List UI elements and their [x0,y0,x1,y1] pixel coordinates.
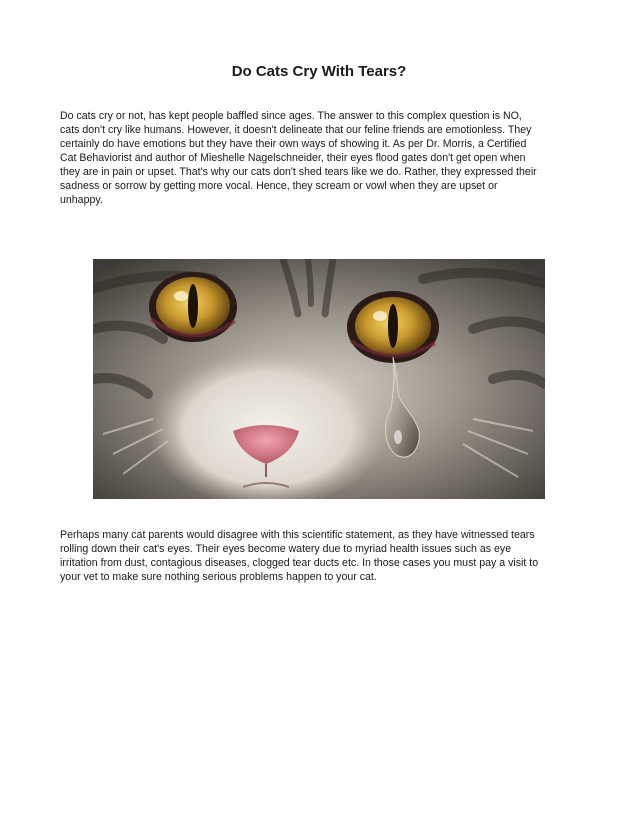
paragraph-line: they are in pain or upset. That's why our cats don't shed tears like we do. Rather, they expressed their [60,166,537,178]
page-title: Do Cats Cry With Tears? [231,63,407,80]
paragraph-line: Perhaps many cat parents would disagree with this scientific statement, as they have witnessed tears [60,529,535,541]
paragraph-line: irritation from dust, contagious diseases, clogged tear ducts etc. In those cases you must pay a visit to [60,557,539,569]
paragraph-line: Cat Behaviorist and author of Mieshelle Nagelschneider, their eyes flood gates don't get open when [60,152,526,164]
intro-paragraph [60,109,582,207]
paragraph-line: your vet to make sure nothing serious problems happen to your cat. [60,571,377,583]
paragraph-line: rolling down their cat's eyes. Their eyes become watery due to myriad health issues such as eye [60,543,512,555]
paragraph-line: sadness or sorrow by getting more vocal. Hence, they scream or vowl when they are upset or [60,180,498,192]
closing-paragraph [60,528,582,584]
paragraph-line: Do cats cry or not, has kept people baffled since ages. The answer to this complex question is NO, [60,110,522,122]
paragraph-line: certainly do have emotions but they have their own ways of showing it. As per Dr. Morris, a Certified [60,138,527,150]
paragraph-line: cats don't cry like humans. However, it doesn't delineate that our feline friends are emotionless. They [60,124,532,136]
cat-illustration [93,259,545,499]
crying-cat-photo [93,259,545,499]
paragraph-line: unhappy. [60,194,103,206]
